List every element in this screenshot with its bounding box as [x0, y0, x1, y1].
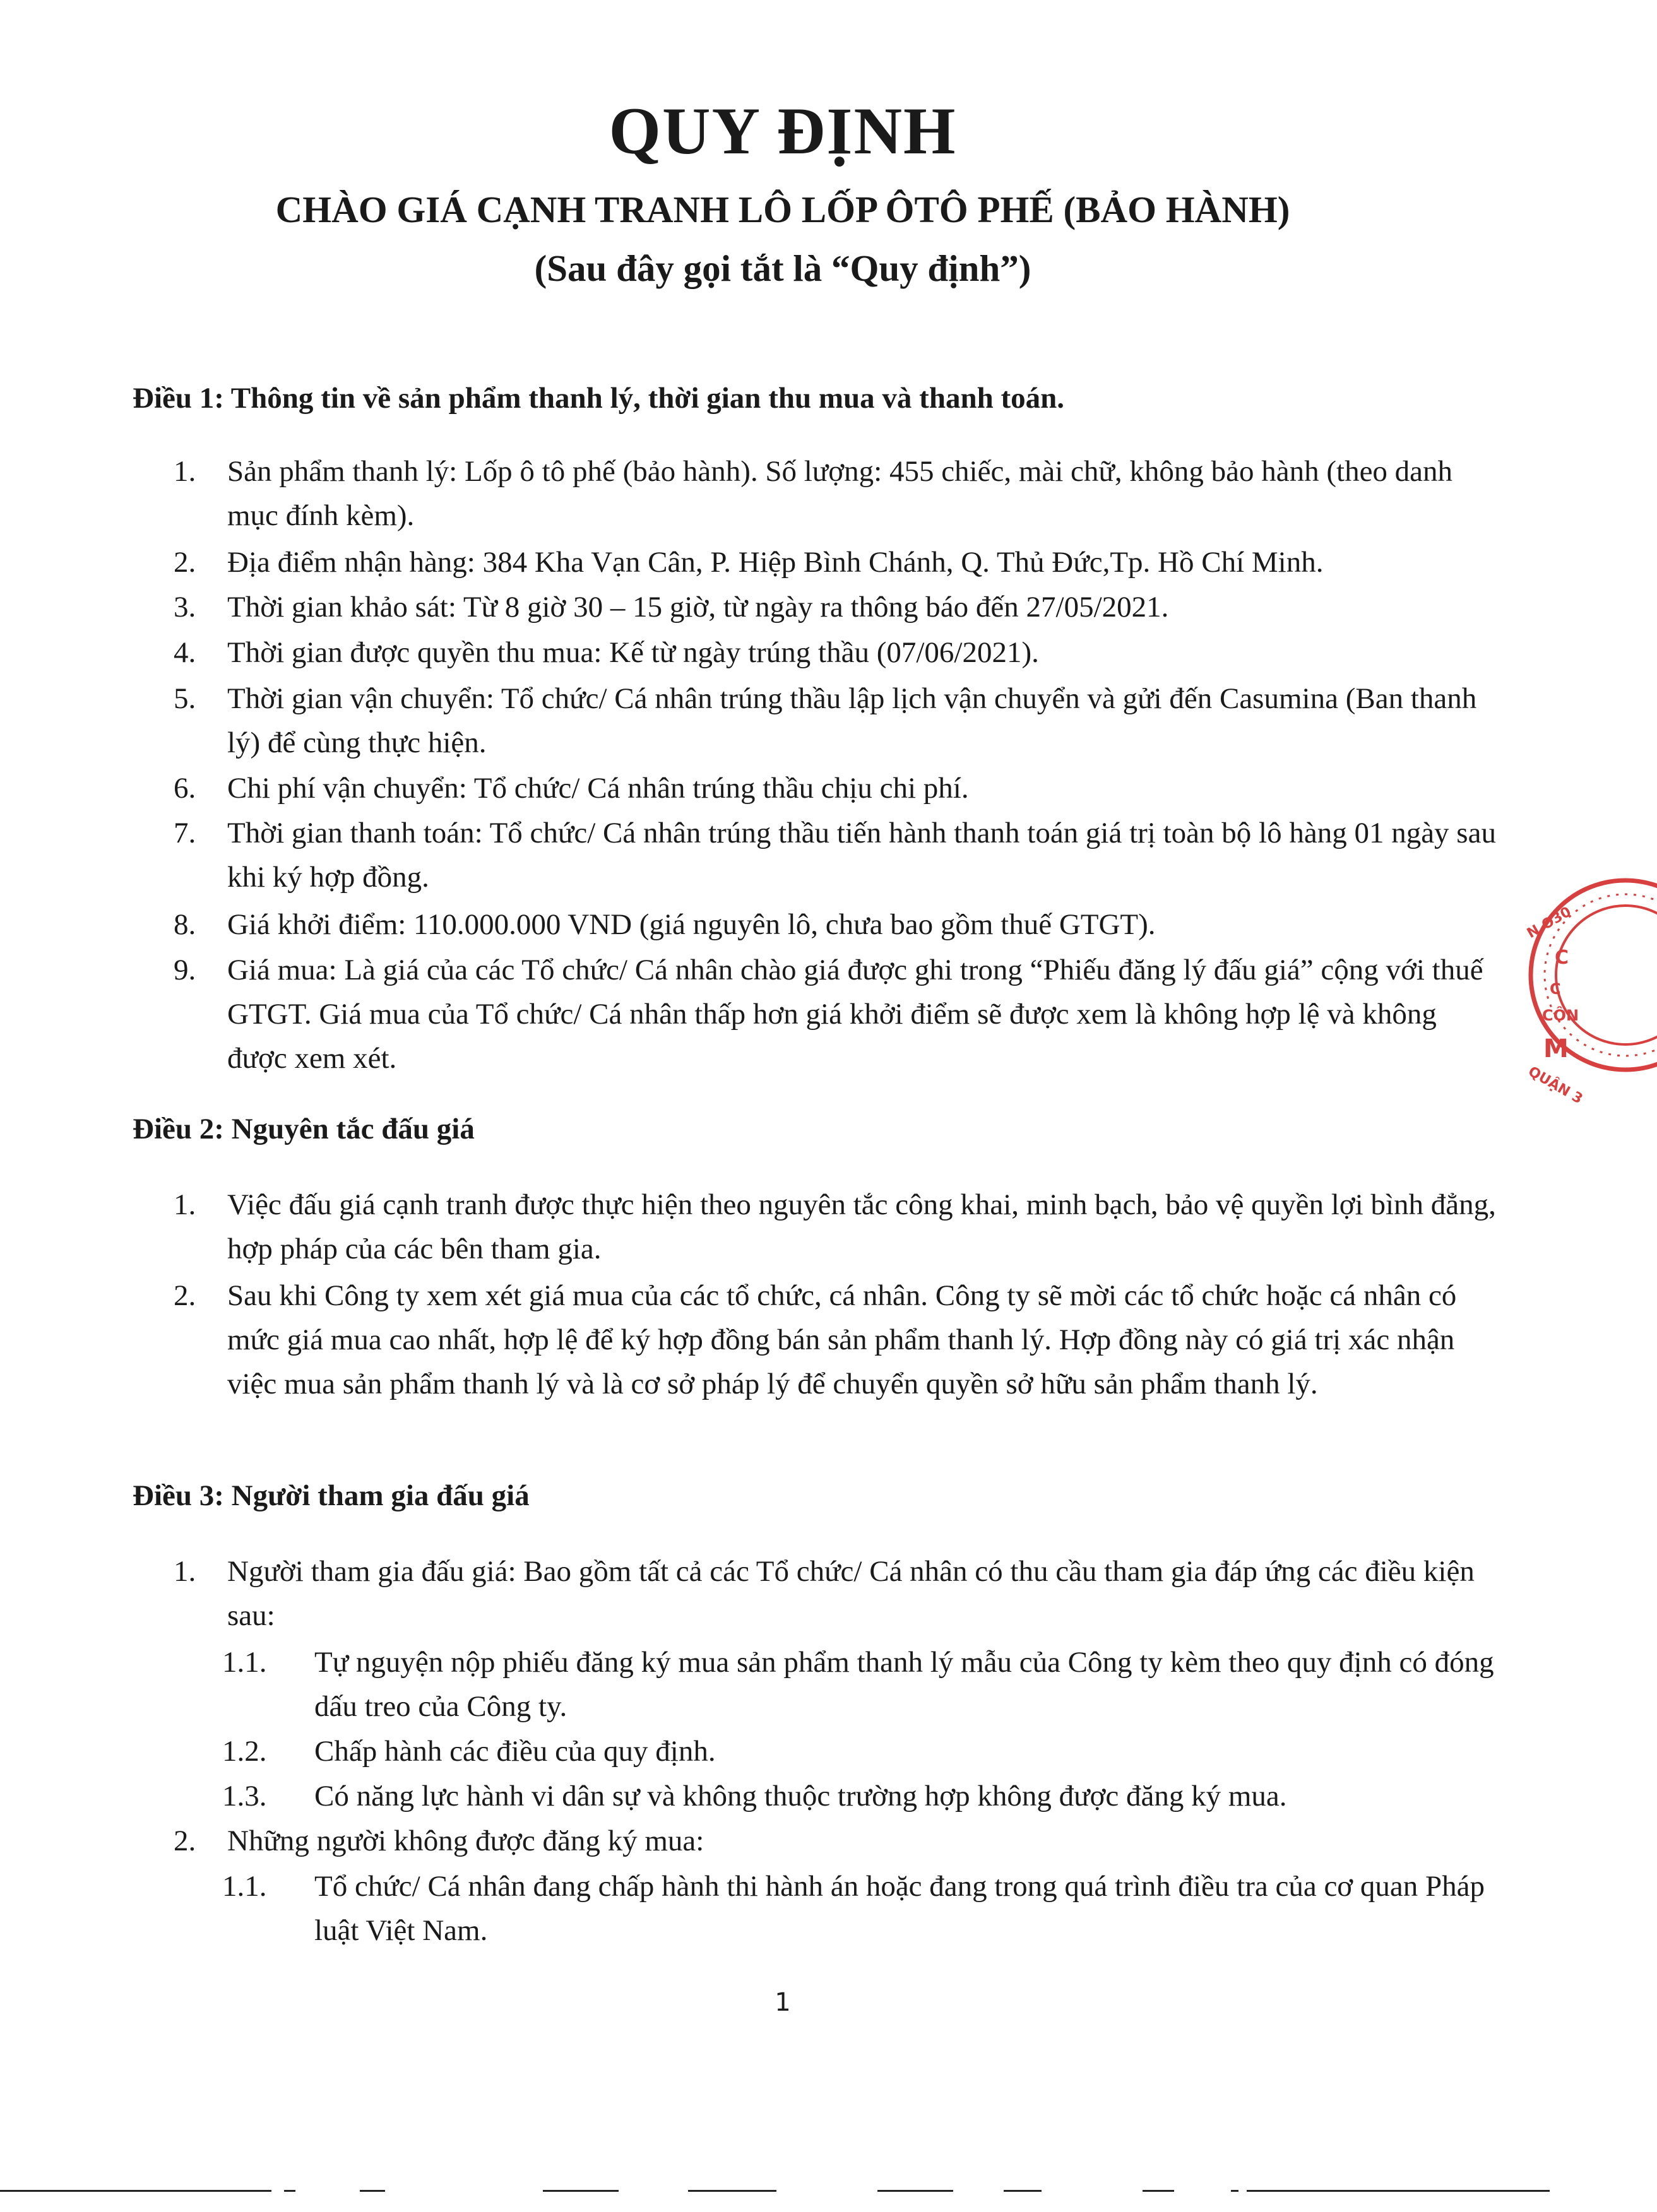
item-number: 8.: [174, 908, 196, 941]
document-subtitle: CHÀO GIÁ CẠNH TRANH LÔ LỐP ÔTÔ PHẾ (BẢO HÀNH): [275, 189, 1290, 230]
article-1-item-5: [174, 677, 1499, 765]
item-number: 5.: [174, 682, 196, 715]
item-text: Việc đấu giá cạnh tranh được thực hiện theo nguyên tắc công khai, minh bạch, bảo vệ quyền lợi bình đẳng, hợp pháp của các bên tham gia.: [227, 1188, 1496, 1265]
subitem-number: 1.3.: [222, 1780, 267, 1813]
article-1-item-1: [174, 449, 1499, 538]
article-1-item-8: [174, 902, 1499, 947]
subitem-number: 1.1.: [222, 1870, 267, 1903]
subitem-text: Tự nguyện nộp phiếu đăng ký mua sản phẩm thanh lý mẫu của Công ty kèm theo quy định có đóng dấu treo của Công ty.: [314, 1646, 1494, 1723]
item-text: Những người không được đăng ký mua:: [227, 1825, 704, 1857]
svg-text:CÔN: CÔN: [1542, 1007, 1579, 1024]
item-number: 1.: [174, 1555, 196, 1588]
subitem-text: Tổ chức/ Cá nhân đang chấp hành thi hành án hoặc đang trong quá trình điều tra của cơ quan Pháp luật Việt Nam.: [314, 1870, 1485, 1947]
svg-text:C: C: [1555, 947, 1569, 969]
item-number: 1.: [174, 1188, 196, 1221]
article-1-item-6: [174, 766, 1499, 810]
article-3-subitem-2-1: [222, 1864, 1497, 1953]
page-number: 1: [775, 1988, 791, 2017]
article-1-item-3: [174, 585, 1499, 629]
article-1-item-2: [174, 540, 1499, 584]
article-1-item-9: [174, 948, 1499, 1080]
item-number: 2.: [174, 1825, 196, 1857]
subitem-text: Có năng lực hành vi dân sự và không thuộc trường hợp không được đăng ký mua.: [314, 1780, 1287, 1813]
article-1-item-7: [174, 811, 1499, 899]
item-text: Địa điểm nhận hàng: 384 Kha Vạn Cân, P. Hiệp Bình Chánh, Q. Thủ Đức,Tp. Hồ Chí Minh.: [227, 546, 1324, 579]
item-number: 3.: [174, 591, 196, 624]
article-3-item-1: [174, 1549, 1499, 1638]
article-3-subitem-1-2: [222, 1729, 1497, 1773]
article-3-heading: Điều 3: Người tham gia đấu giá: [133, 1479, 530, 1512]
article-3-subitem-1-3: [222, 1774, 1497, 1818]
article-3-item-2: [174, 1819, 1499, 1863]
document-title: QUY ĐỊNH: [609, 94, 957, 168]
svg-text:M: M: [1543, 1034, 1569, 1063]
svg-text:QUẬN 3: QUẬN 3: [1525, 1063, 1586, 1108]
item-text: Sản phẩm thanh lý: Lốp ô tô phế (bảo hành). Số lượng: 455 chiếc, mài chữ, không bảo hành (theo danh mục đính kèm).: [227, 455, 1453, 532]
item-number: 1.: [174, 455, 196, 488]
item-text: Sau khi Công ty xem xét giá mua của các tổ chức, cá nhân. Công ty sẽ mời các tổ chức hoặc cá nhân có mức giá mua cao nhất, hợp lệ để ký hợp đồng bán sản phẩm thanh lý. Hợp đồng này có giá trị xác nhận việc mua sản phẩm thanh lý và là cơ sở pháp lý để chuyển quyền sở hữu sản phẩm thanh lý.: [227, 1279, 1457, 1400]
article-1-heading: Điều 1: Thông tin về sản phẩm thanh lý, thời gian thu mua và thanh toán.: [133, 382, 1065, 415]
item-text: Chi phí vận chuyển: Tổ chức/ Cá nhân trúng thầu chịu chi phí.: [227, 772, 969, 805]
item-number: 4.: [174, 636, 196, 669]
item-number: 2.: [174, 1279, 196, 1312]
subitem-number: 1.2.: [222, 1735, 267, 1768]
item-text: Giá khởi điểm: 110.000.000 VND (giá nguyên lô, chưa bao gồm thuế GTGT).: [227, 908, 1156, 941]
article-2-item-2: [174, 1274, 1499, 1406]
item-text: Giá mua: Là giá của các Tổ chức/ Cá nhân chào giá được ghi trong “Phiếu đăng lý đấu giá” cộng với thuế GTGT. Giá mua của Tổ chức/ Cá nhân thấp hơn giá khởi điểm sẽ được xem là không hợp lệ và không được xem xét.: [227, 954, 1483, 1075]
svg-text:C: C: [1550, 980, 1561, 998]
item-text: Thời gian thanh toán: Tổ chức/ Cá nhân trúng thầu tiến hành thanh toán giá trị toàn bộ lô hàng 01 ngày sau khi ký hợp đồng.: [227, 817, 1496, 894]
bottom-scan-lines: [0, 2190, 1565, 2196]
subitem-number: 1.1.: [222, 1646, 267, 1679]
item-text: Người tham gia đấu giá: Bao gồm tất cả các Tổ chức/ Cá nhân có thu cầu tham gia đáp ứng các điều kiện sau:: [227, 1555, 1475, 1632]
svg-text:N.O30: N.O30: [1524, 904, 1574, 942]
article-2-heading: Điều 2: Nguyên tắc đấu giá: [133, 1113, 475, 1145]
article-1-item-4: [174, 630, 1499, 675]
item-number: 2.: [174, 546, 196, 579]
document-subnote: (Sau đây gọi tắt là “Quy định”): [534, 247, 1031, 289]
item-number: 7.: [174, 817, 196, 849]
article-3-subitem-1-1: [222, 1640, 1497, 1729]
item-text: Thời gian vận chuyển: Tổ chức/ Cá nhân trúng thầu lập lịch vận chuyển và gửi đến Casumina (Ban thanh lý) để cùng thực hiện.: [227, 682, 1477, 759]
item-number: 6.: [174, 772, 196, 805]
item-number: 9.: [174, 954, 196, 986]
article-2-item-1: [174, 1183, 1499, 1271]
item-text: Thời gian khảo sát: Từ 8 giờ 30 – 15 giờ, từ ngày ra thông báo đến 27/05/2021.: [227, 591, 1169, 624]
subitem-text: Chấp hành các điều của quy định.: [314, 1735, 716, 1768]
item-text: Thời gian được quyền thu mua: Kế từ ngày trúng thầu (07/06/2021).: [227, 636, 1039, 669]
